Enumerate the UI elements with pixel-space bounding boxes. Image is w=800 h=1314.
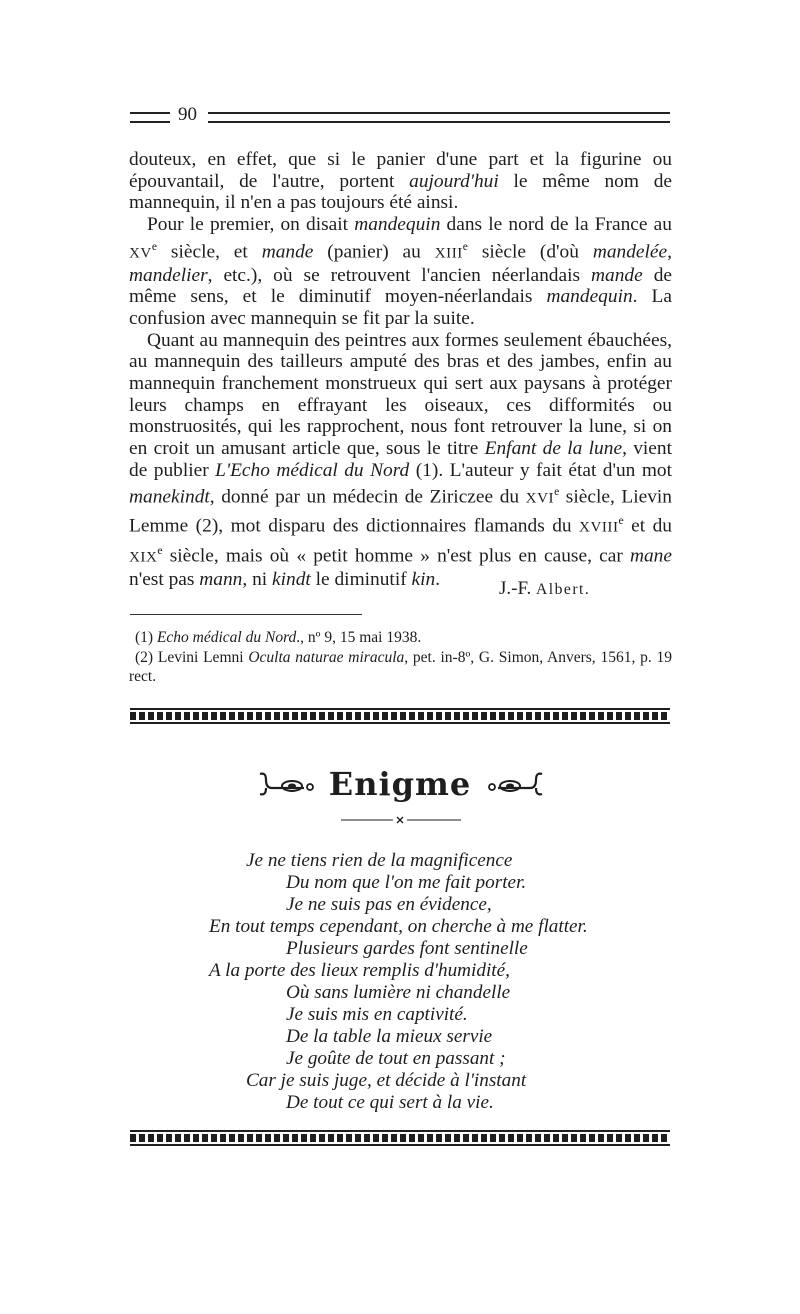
- enigme-title: Enigme: [328, 765, 472, 803]
- poem-line: Car je suis juge, et décide à l'instant: [246, 1070, 527, 1091]
- poem-line: De la table la mieux servie: [286, 1026, 493, 1047]
- signature: [499, 578, 590, 601]
- small-divider-icon: [341, 814, 461, 826]
- article-body: [129, 149, 672, 590]
- enigme-heading: [200, 764, 600, 804]
- header-rule-left: [130, 112, 170, 123]
- poem-line: Je ne tiens rien de la magnificence: [246, 850, 513, 871]
- paragraph: Quant au mannequin des peintres aux formes seulement ébauchées, au mannequin des tailleurs amputé des bras et des jambes, enfin au mannequin franchement monstrueux qui sert aux paysans à protéger leurs champs en effrayant les oiseaux, ces difformités ou monstruosités, qui les rapprochent, nous font retrouver la lune, si on en croit un amusant article que, sous le titre Enfant de la lune, vient de publier L'Echo médical du Nord (1). L'auteur y fait état d'un mot manekindt, donné par un médecin de Ziriczee du XVIe siècle, Lievin Lemme (2), mot disparu des dictionnaires flamands du XVIIIe et du XIXe siècle, mais où « petit homme » n'est plus en cause, car mane n'est pas mann, ni kindt le diminutif kin.: [129, 329, 672, 590]
- poem-line: Je ne suis pas en évidence,: [286, 894, 492, 915]
- header-rule-right: [208, 112, 670, 123]
- signature-name: Albert.: [536, 581, 591, 598]
- decorative-band-top: [130, 708, 670, 724]
- footnote-2: (2) Levini Lemni Oculta naturae miracula, pet. in-8º, G. Simon, Anvers, 1561, p. 19 rect.: [129, 648, 673, 685]
- page-header: [130, 104, 670, 128]
- signature-initials: J.-F.: [499, 578, 532, 599]
- poem-line: Je suis mis en captivité.: [286, 1004, 468, 1025]
- poem-line: Je goûte de tout en passant ;: [286, 1048, 506, 1069]
- page-number: 90: [178, 104, 197, 125]
- footnotes: [129, 628, 672, 687]
- poem-line: De tout ce qui sert à la vie.: [286, 1092, 494, 1113]
- decorative-band-bottom: [130, 1130, 670, 1146]
- footnote-1: (1) Echo médical du Nord., nº 9, 15 mai 1938.: [135, 629, 422, 646]
- footnote-rule: [130, 614, 362, 615]
- paragraph: Pour le premier, on disait mandequin dans le nord de la France au XVe siècle, et mande (panier) au XIIIe siècle (d'où mandelée, mandelier, etc.), où se retrouvent l'ancien néerlandais mande de même sens, et le diminutif moyen-néerlandais mandequin. La confusion avec mannequin se fit par la suite.: [129, 213, 672, 330]
- poem-line: Plusieurs gardes font sentinelle: [286, 938, 528, 959]
- poem-line: Où sans lumière ni chandelle: [286, 982, 511, 1003]
- poem-line: Du nom que l'on me fait porter.: [286, 872, 527, 893]
- poem-line: A la porte des lieux remplis d'humidité,: [209, 960, 510, 981]
- paragraph: douteux, en effet, que si le panier d'une part et la figurine ou épouvantail, de l'autre, portent aujourd'hui le même nom de mannequin, il n'en a pas toujours été ainsi.: [129, 149, 672, 214]
- ornament-right-icon: [486, 770, 546, 798]
- poem-line: En tout temps cependant, on cherche à me flatter.: [209, 916, 588, 937]
